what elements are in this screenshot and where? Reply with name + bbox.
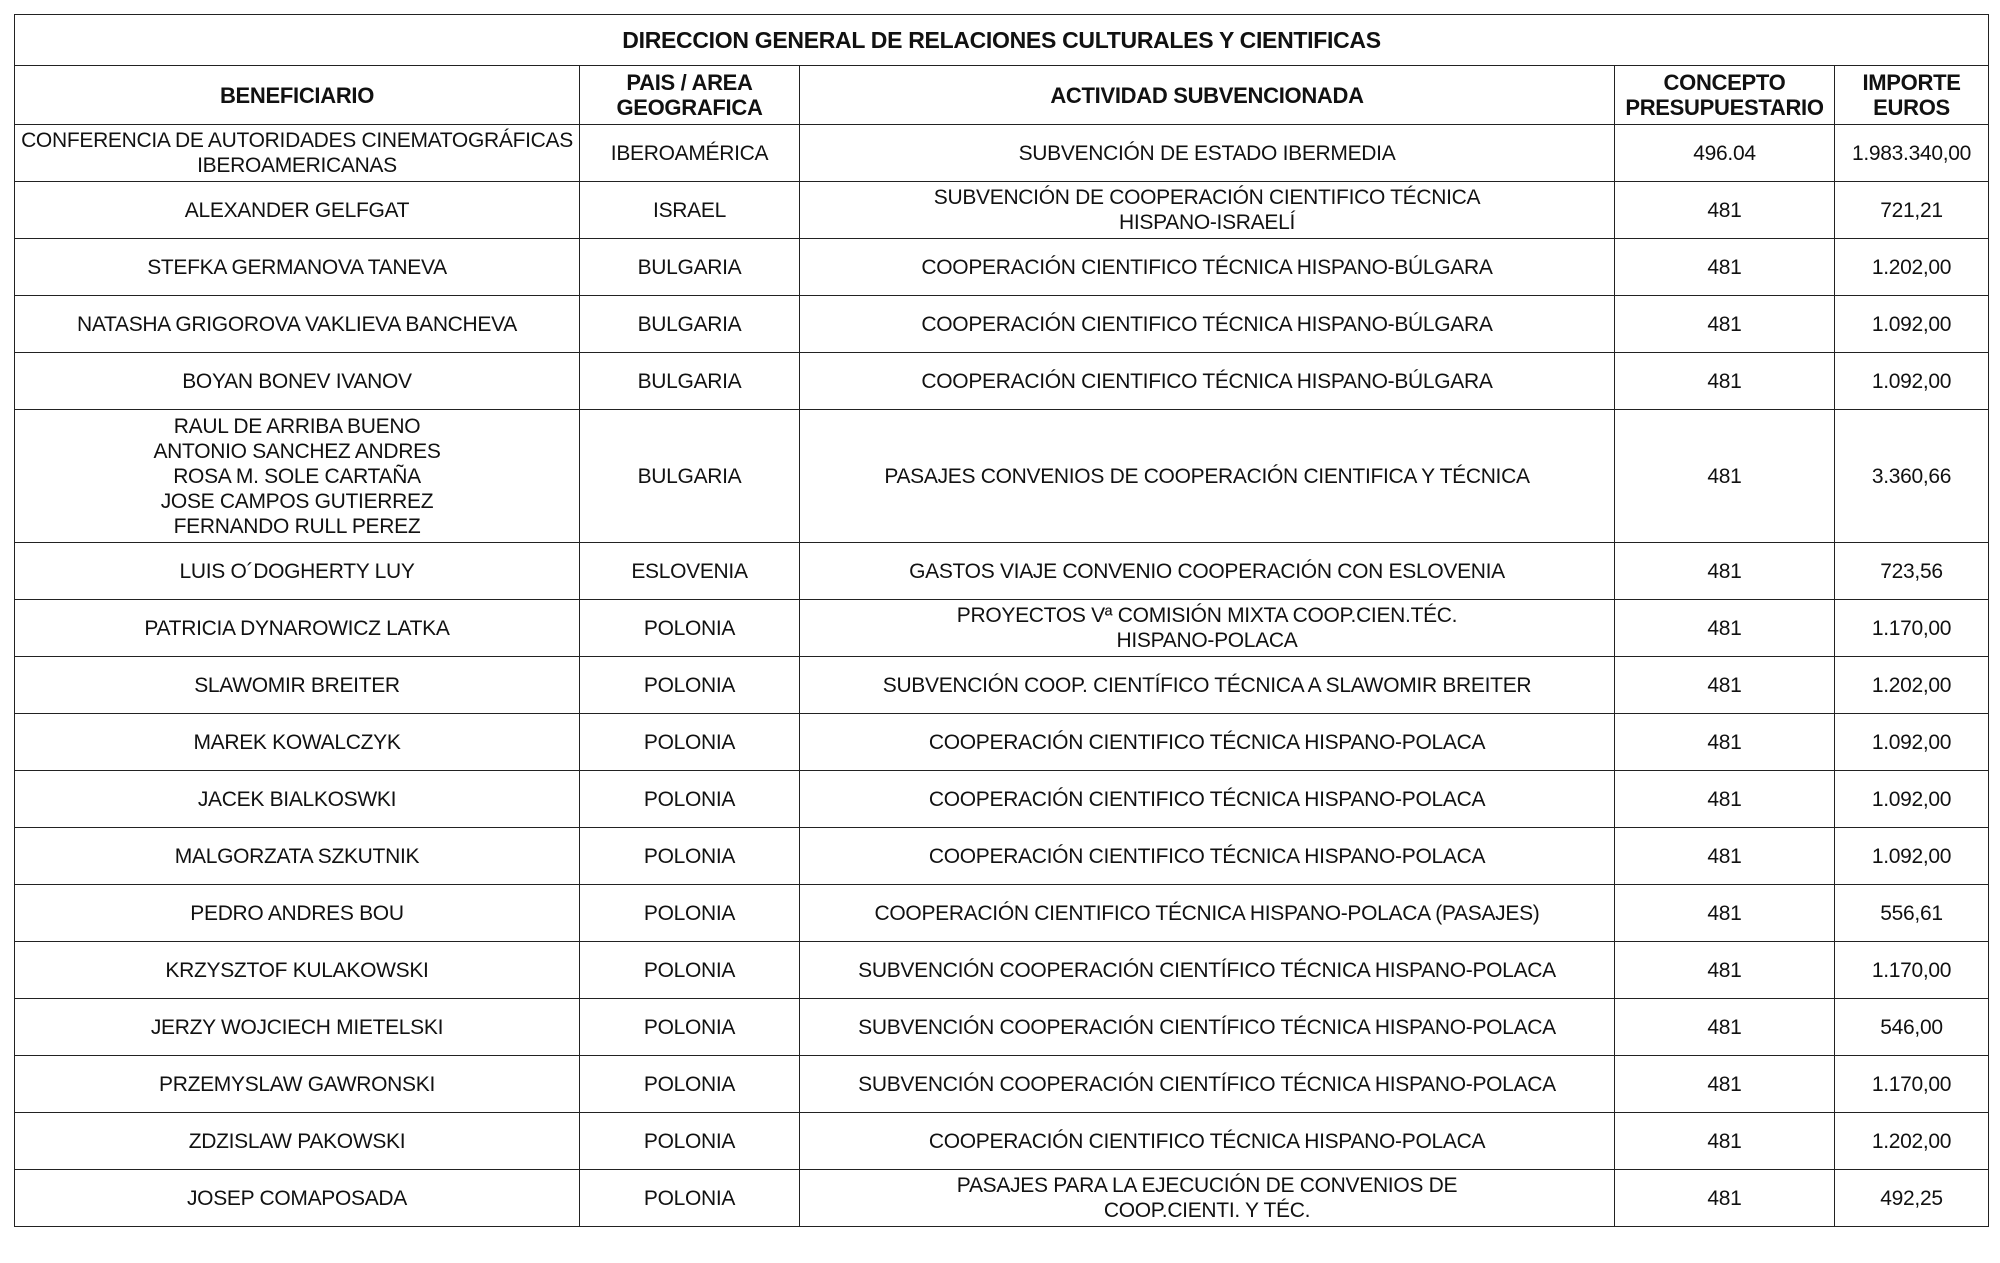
header-concepto: CONCEPTO PRESUPUESTARIO [1615,66,1835,125]
table-row [15,410,1989,543]
table-row [15,657,1989,714]
cell-actividad: SUBVENCIÓN DE COOPERACIÓN CIENTIFICO TÉCNICA HISPANO-ISRAELÍ [800,182,1615,239]
cell-beneficiario: KRZYSZTOF KULAKOWSKI [15,942,580,999]
cell-actividad: COOPERACIÓN CIENTIFICO TÉCNICA HISPANO-POLACA [800,771,1615,828]
cell-beneficiario: RAUL DE ARRIBA BUENO ANTONIO SANCHEZ ANDRES ROSA M. SOLE CARTAÑA JOSE CAMPOS GUTIERREZ FERNANDO RULL PEREZ [15,410,580,543]
cell-beneficiario: LUIS O´DOGHERTY LUY [15,543,580,600]
cell-importe: 1.170,00 [1835,600,1989,657]
cell-pais: BULGARIA [580,239,800,296]
header-actividad: ACTIVIDAD SUBVENCIONADA [800,66,1615,125]
cell-actividad: COOPERACIÓN CIENTIFICO TÉCNICA HISPANO-BÚLGARA [800,296,1615,353]
cell-importe: 1.983.340,00 [1835,125,1989,182]
table-row [15,125,1989,182]
cell-importe: 1.092,00 [1835,296,1989,353]
cell-beneficiario: PRZEMYSLAW GAWRONSKI [15,1056,580,1113]
cell-pais: POLONIA [580,657,800,714]
cell-pais: BULGARIA [580,296,800,353]
cell-beneficiario: MALGORZATA SZKUTNIK [15,828,580,885]
cell-concepto: 481 [1615,828,1835,885]
table-row [15,543,1989,600]
document-page [14,14,1988,1227]
table-row [15,1170,1989,1227]
cell-concepto: 481 [1615,1170,1835,1227]
cell-concepto: 481 [1615,600,1835,657]
cell-concepto: 481 [1615,657,1835,714]
cell-importe: 492,25 [1835,1170,1989,1227]
cell-beneficiario: BOYAN BONEV IVANOV [15,353,580,410]
cell-pais: BULGARIA [580,353,800,410]
cell-concepto: 481 [1615,239,1835,296]
cell-beneficiario: JACEK BIALKOSWKI [15,771,580,828]
table-row [15,999,1989,1056]
cell-beneficiario: PATRICIA DYNAROWICZ LATKA [15,600,580,657]
cell-actividad: SUBVENCIÓN COOPERACIÓN CIENTÍFICO TÉCNICA HISPANO-POLACA [800,942,1615,999]
cell-beneficiario: SLAWOMIR BREITER [15,657,580,714]
cell-pais: POLONIA [580,999,800,1056]
cell-importe: 1.092,00 [1835,714,1989,771]
cell-actividad: PASAJES PARA LA EJECUCIÓN DE CONVENIOS DE COOP.CIENTI. Y TÉC. [800,1170,1615,1227]
cell-concepto: 481 [1615,1113,1835,1170]
cell-actividad: COOPERACIÓN CIENTIFICO TÉCNICA HISPANO-POLACA (PASAJES) [800,885,1615,942]
cell-pais: ESLOVENIA [580,543,800,600]
cell-concepto: 481 [1615,942,1835,999]
cell-actividad: COOPERACIÓN CIENTIFICO TÉCNICA HISPANO-BÚLGARA [800,353,1615,410]
cell-actividad: SUBVENCIÓN COOPERACIÓN CIENTÍFICO TÉCNICA HISPANO-POLACA [800,999,1615,1056]
cell-actividad: SUBVENCIÓN COOP. CIENTÍFICO TÉCNICA A SLAWOMIR BREITER [800,657,1615,714]
table-body [15,125,1989,1227]
cell-beneficiario: CONFERENCIA DE AUTORIDADES CINEMATOGRÁFICAS IBEROAMERICANAS [15,125,580,182]
cell-beneficiario: NATASHA GRIGOROVA VAKLIEVA BANCHEVA [15,296,580,353]
cell-concepto: 481 [1615,182,1835,239]
cell-importe: 1.202,00 [1835,1113,1989,1170]
table-header-row [15,66,1989,125]
cell-importe: 546,00 [1835,999,1989,1056]
cell-pais: POLONIA [580,1113,800,1170]
table-title-row [15,15,1989,66]
table-row [15,239,1989,296]
cell-pais: POLONIA [580,600,800,657]
cell-pais: POLONIA [580,714,800,771]
cell-actividad: PROYECTOS Vª COMISIÓN MIXTA COOP.CIEN.TÉC. HISPANO-POLACA [800,600,1615,657]
cell-importe: 1.202,00 [1835,657,1989,714]
table-row [15,296,1989,353]
subsidies-table [14,14,1989,1227]
cell-concepto: 481 [1615,353,1835,410]
table-row [15,828,1989,885]
cell-actividad: COOPERACIÓN CIENTIFICO TÉCNICA HISPANO-POLACA [800,828,1615,885]
cell-importe: 1.170,00 [1835,942,1989,999]
table-row [15,1113,1989,1170]
cell-beneficiario: MAREK KOWALCZYK [15,714,580,771]
table-row [15,942,1989,999]
cell-concepto: 496.04 [1615,125,1835,182]
cell-concepto: 481 [1615,296,1835,353]
cell-pais: POLONIA [580,828,800,885]
cell-beneficiario: PEDRO ANDRES BOU [15,885,580,942]
cell-concepto: 481 [1615,1056,1835,1113]
cell-pais: POLONIA [580,942,800,999]
cell-importe: 1.202,00 [1835,239,1989,296]
cell-actividad: COOPERACIÓN CIENTIFICO TÉCNICA HISPANO-BÚLGARA [800,239,1615,296]
table-row [15,600,1989,657]
cell-beneficiario: JERZY WOJCIECH MIETELSKI [15,999,580,1056]
cell-actividad: COOPERACIÓN CIENTIFICO TÉCNICA HISPANO-POLACA [800,1113,1615,1170]
header-beneficiario: BENEFICIARIO [15,66,580,125]
cell-pais: IBEROAMÉRICA [580,125,800,182]
table-row [15,1056,1989,1113]
table-row [15,714,1989,771]
table-row [15,771,1989,828]
cell-importe: 556,61 [1835,885,1989,942]
header-importe: IMPORTE EUROS [1835,66,1989,125]
cell-actividad: SUBVENCIÓN COOPERACIÓN CIENTÍFICO TÉCNICA HISPANO-POLACA [800,1056,1615,1113]
cell-beneficiario: JOSEP COMAPOSADA [15,1170,580,1227]
table-row [15,885,1989,942]
table-row [15,353,1989,410]
cell-concepto: 481 [1615,885,1835,942]
cell-pais: POLONIA [580,1170,800,1227]
cell-importe: 3.360,66 [1835,410,1989,543]
header-pais-area: PAIS / AREA GEOGRAFICA [580,66,800,125]
cell-actividad: GASTOS VIAJE CONVENIO COOPERACIÓN CON ESLOVENIA [800,543,1615,600]
table-title: DIRECCION GENERAL DE RELACIONES CULTURALES Y CIENTIFICAS [15,15,1989,66]
cell-concepto: 481 [1615,999,1835,1056]
cell-beneficiario: ZDZISLAW PAKOWSKI [15,1113,580,1170]
cell-beneficiario: STEFKA GERMANOVA TANEVA [15,239,580,296]
cell-importe: 1.092,00 [1835,353,1989,410]
cell-concepto: 481 [1615,714,1835,771]
cell-importe: 723,56 [1835,543,1989,600]
cell-concepto: 481 [1615,410,1835,543]
cell-importe: 1.092,00 [1835,828,1989,885]
cell-importe: 1.170,00 [1835,1056,1989,1113]
cell-actividad: COOPERACIÓN CIENTIFICO TÉCNICA HISPANO-POLACA [800,714,1615,771]
cell-importe: 721,21 [1835,182,1989,239]
cell-pais: POLONIA [580,885,800,942]
cell-pais: POLONIA [580,771,800,828]
cell-actividad: SUBVENCIÓN DE ESTADO IBERMEDIA [800,125,1615,182]
cell-beneficiario: ALEXANDER GELFGAT [15,182,580,239]
cell-pais: ISRAEL [580,182,800,239]
cell-actividad: PASAJES CONVENIOS DE COOPERACIÓN CIENTIFICA Y TÉCNICA [800,410,1615,543]
cell-concepto: 481 [1615,771,1835,828]
cell-importe: 1.092,00 [1835,771,1989,828]
table-row [15,182,1989,239]
cell-pais: POLONIA [580,1056,800,1113]
cell-pais: BULGARIA [580,410,800,543]
cell-concepto: 481 [1615,543,1835,600]
